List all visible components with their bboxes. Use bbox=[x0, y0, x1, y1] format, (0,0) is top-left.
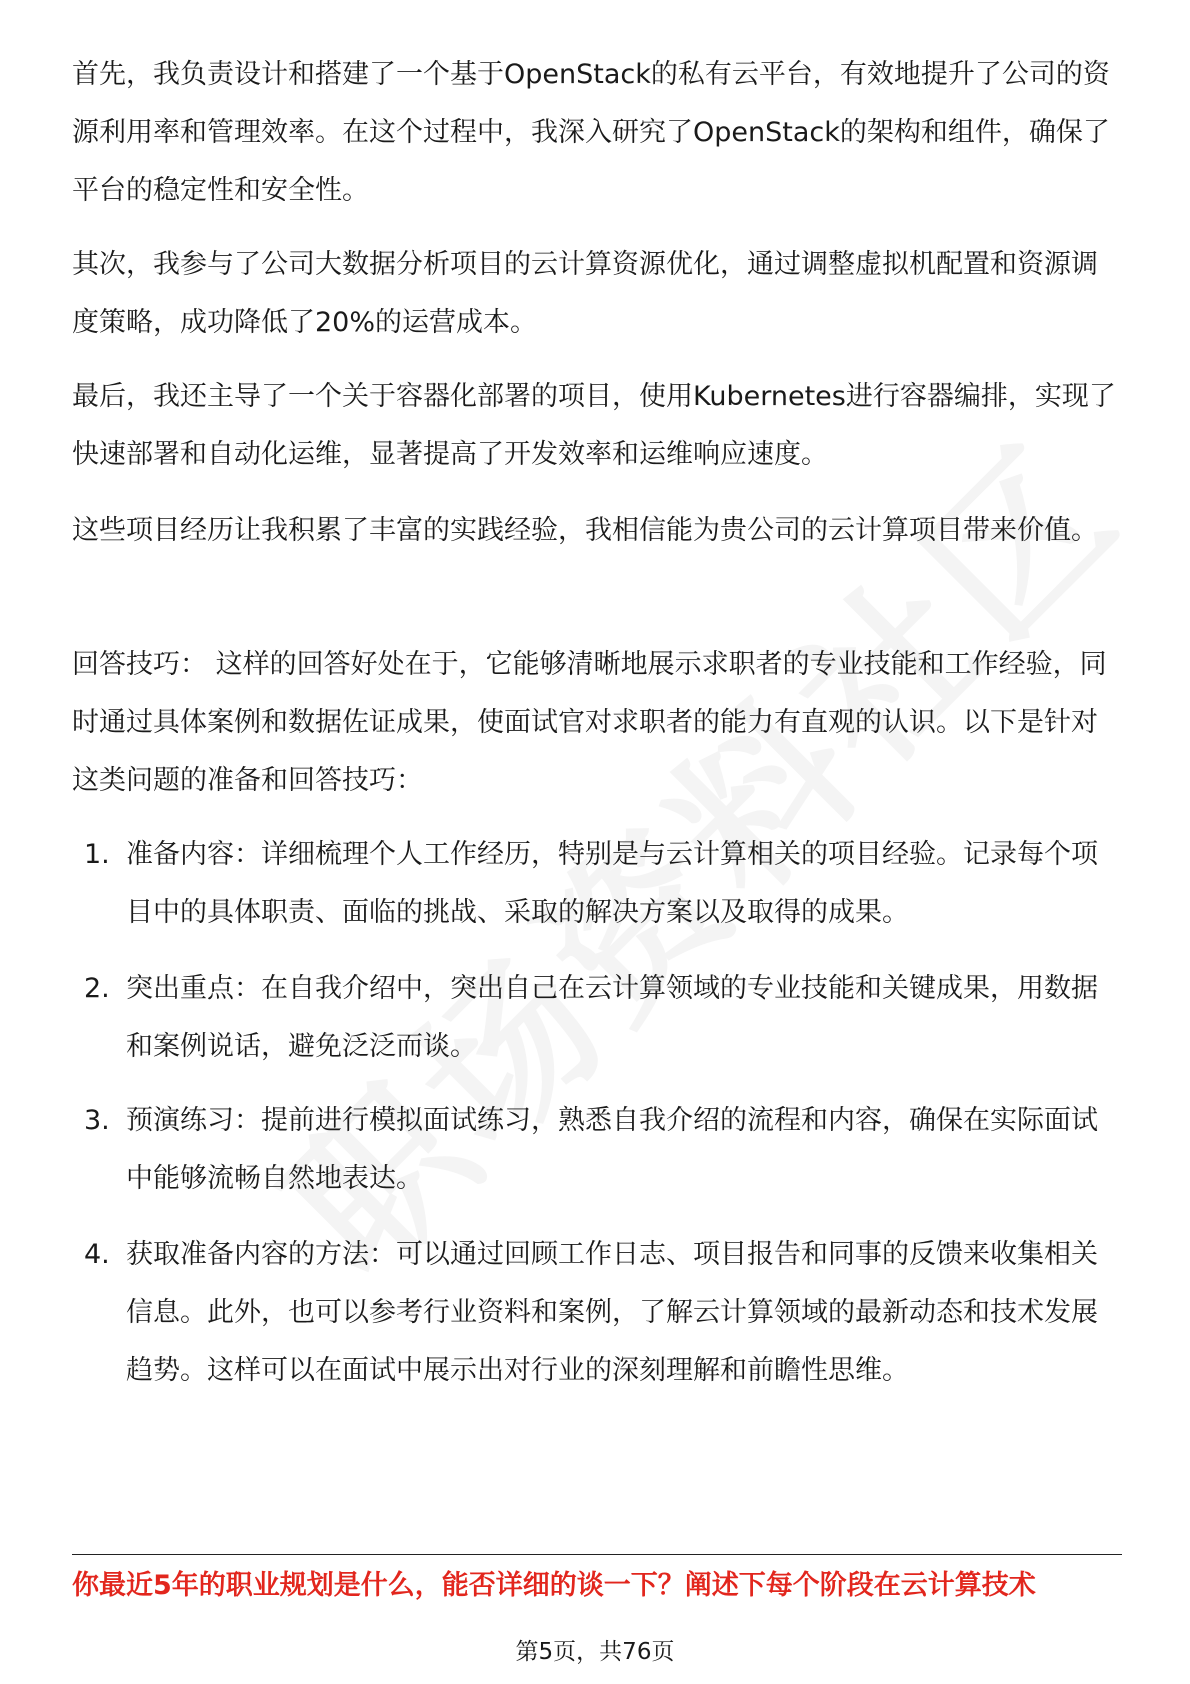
list-number: 4. bbox=[84, 1239, 110, 1270]
list-number: 1. bbox=[84, 839, 110, 870]
paragraph-answer-tips: 回答技巧： 这样的回答好处在于，它能够清晰地展示求职者的专业技能和工作经验，同时通过具体案例和数据佐证成果，使面试官对求职者的能力有直观的认识。以下是针对这类问题的准备和回答技巧： bbox=[72, 649, 1107, 796]
paragraph-openstack: 首先，我负责设计和搭建了一个基于OpenStack的私有云平台，有效地提升了公司的资源利用率和管理效率。在这个过程中，我深入研究了OpenStack的架构和组件，确保了平台的稳定性和安全性。 bbox=[72, 59, 1110, 206]
next-question-heading: 你最近5年的职业规划是什么，能否详细的谈一下？阐述下每个阶段在云计算技术 bbox=[72, 1570, 1036, 1601]
list-text: 获取准备内容的方法：可以通过回顾工作日志、项目报告和同事的反馈来收集相关信息。此外，也可以参考行业资料和案例，了解云计算领域的最新动态和技术发展趋势。这样可以在面试中展示出对行业的深刻理解和前瞻性思维。 bbox=[126, 1239, 1098, 1386]
list-text: 突出重点：在自我介绍中，突出自己在云计算领域的专业技能和关键成果，用数据和案例说话，避免泛泛而谈。 bbox=[126, 973, 1098, 1062]
paragraph-summary: 这些项目经历让我积累了丰富的实践经验，我相信能为贵公司的云计算项目带来价值。 bbox=[72, 515, 1098, 546]
list-text: 准备内容：详细梳理个人工作经历，特别是与云计算相关的项目经验。记录每个项目中的具体职责、面临的挑战、采取的解决方案以及取得的成果。 bbox=[126, 839, 1098, 928]
list-text: 预演练习：提前进行模拟面试练习，熟悉自我介绍的流程和内容，确保在实际面试中能够流畅自然地表达。 bbox=[126, 1105, 1098, 1194]
section-divider bbox=[72, 1554, 1122, 1555]
list-number: 3. bbox=[84, 1105, 110, 1136]
list-number: 2. bbox=[84, 973, 110, 1004]
page-number: 第5页，共76页 bbox=[515, 1639, 675, 1665]
paragraph-bigdata: 其次，我参与了公司大数据分析项目的云计算资源优化，通过调整虚拟机配置和资源调度策略，成功降低了20%的运营成本。 bbox=[72, 249, 1098, 338]
paragraph-kubernetes: 最后，我还主导了一个关于容器化部署的项目，使用Kubernetes进行容器编排，实现了快速部署和自动化运维，显著提高了开发效率和运维响应速度。 bbox=[72, 381, 1116, 470]
